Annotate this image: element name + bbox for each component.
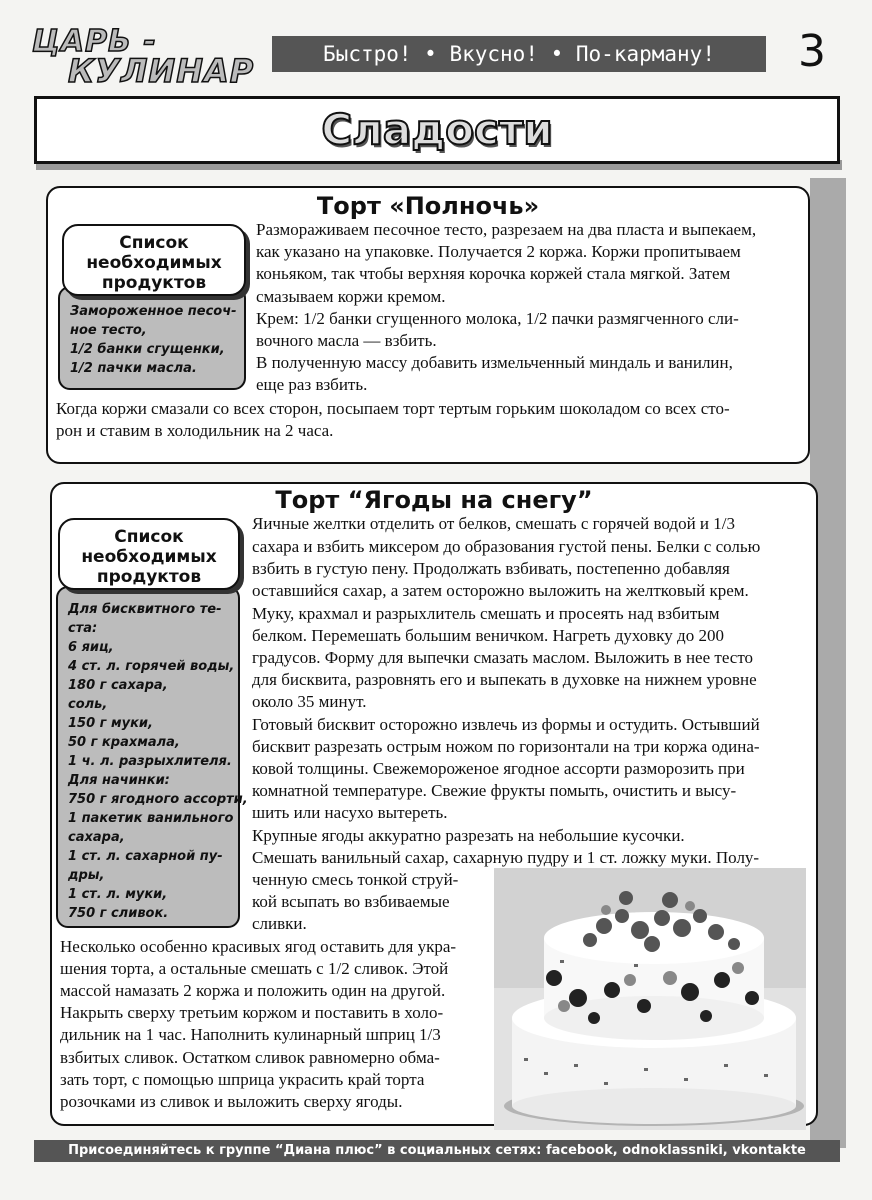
recipe-text-line: Когда коржи смазали со всех сторон, посыпаем торт тертым горьким шоколадом со всех сто-: [56, 399, 730, 418]
recipe-text-line: кой всыпать во взбиваемые: [252, 892, 450, 911]
logo-line-2: КУЛИНАР: [68, 52, 255, 90]
recipe-text-line: еще раз взбить.: [256, 375, 368, 394]
ingredient: 1 ст. л. муки,: [68, 887, 168, 902]
ingredient: 750 г сливок.: [68, 906, 169, 921]
recipe-text-line: градусов. Форму для выпечки смазать маслом. Выложить в нее тесто: [252, 648, 754, 667]
recipe-text-line: около 35 минут.: [252, 692, 367, 711]
ingredient: 1 ст. л. сахарной пу-: [68, 849, 223, 864]
recipe-text-line: Накрыть сверху третьим коржом и поставить в холо-: [60, 1003, 444, 1022]
recipe-text-line: Крем: 1/2 банки сгущенного молока, 1/2 пачки размягченного сли-: [256, 309, 739, 328]
recipe-text-line: для бисквита, разровнять его и выпекать в духовке на нижнем уровне: [252, 670, 757, 689]
ingredient: 750 г ягодного ассорти,: [68, 792, 248, 807]
recipe-title: Торт “Ягоды на снегу”: [275, 486, 593, 514]
recipe-text-line: взбитых сливок. Остатком сливок равномерно обма-: [60, 1048, 440, 1067]
ingredient: Для начинки:: [68, 773, 170, 788]
ingredients-list: [56, 586, 248, 928]
recipe-text-line: Муку, крахмал и разрыхлитель смешать и просеять над взбитым: [252, 604, 720, 623]
recipe-text-line: белком. Перемешать большим веничком. Нагреть духовку до 200: [252, 626, 724, 645]
recipe-text-line: В полученную массу добавить измельченный миндаль и ванилин,: [256, 353, 733, 372]
ingredient: 1/2 банки сгущенки,: [70, 342, 225, 357]
ingredient: Замороженное песоч-: [70, 304, 237, 319]
ingredient: соль,: [68, 697, 108, 712]
header-slogan: Быстро! • Вкусно! • По-карману!: [272, 36, 766, 72]
ingredient: сахара,: [68, 830, 125, 845]
recipe-text-line: Смешать ванильный сахар, сахарную пудру и 1 ст. ложку муки. Полу-: [252, 848, 760, 867]
recipe-text-line: шить или насухо вытереть.: [252, 803, 448, 822]
ingredient: 4 ст. л. горячей воды,: [68, 659, 235, 674]
footer-banner: Присоединяйтесь к группе “Диана плюс” в социальных сетях: facebook, odnoklassniki, vkontakte: [34, 1140, 840, 1162]
recipe-text-line: дильник на 1 час. Наполнить кулинарный шприц 1/3: [60, 1025, 441, 1044]
ingredient: дры,: [68, 868, 105, 883]
recipe-text-line: как указано на упаковке. Получается 2 коржа. Коржи пропитываем: [256, 242, 741, 261]
recipe-text-line: Размораживаем песочное тесто, разрезаем на два пласта и выпекаем,: [256, 220, 757, 239]
ingredient: ное тесто,: [70, 323, 147, 338]
recipe-text-line: смазываем коржи кремом.: [256, 287, 446, 306]
recipe-text-line: розочками из сливок и выложить сверху ягоды.: [60, 1092, 403, 1111]
recipe-title: Торт «Полночь»: [316, 192, 540, 220]
ingredient: 50 г крахмала,: [68, 735, 180, 750]
ingredient: 1 ч. л. разрыхлителя.: [68, 754, 232, 769]
heading-line: продуктов: [101, 273, 207, 293]
ingredient: 150 г муки,: [68, 716, 153, 731]
recipe-text-line: оставшийся сахар, а затем осторожно выложить на желтковый крем.: [252, 581, 749, 600]
recipe-text-line: зать торт, с помощью шприца украсить край торта: [60, 1070, 425, 1089]
section-title-bar: [34, 96, 840, 164]
ingredient: 6 яиц,: [68, 640, 114, 655]
page-number: 3: [798, 26, 826, 77]
section-title: Сладости: [321, 105, 553, 154]
ingredient: ста:: [68, 621, 98, 636]
ingredients-list: [58, 286, 246, 390]
ingredient: Для бисквитного те-: [68, 602, 222, 617]
heading-line: продуктов: [96, 567, 202, 587]
recipe-text-line: шения торта, а остальные смешать с 1/2 сливок. Этой: [60, 959, 449, 978]
recipe-text-line: Готовый бисквит осторожно извлечь из формы и остудить. Остывший: [252, 715, 760, 734]
magazine-logo: [30, 24, 255, 90]
cake-illustration: [494, 868, 806, 1130]
recipe-text-line: бисквит разрезать острым ножом по горизонтали на три коржа одина-: [252, 737, 760, 756]
heading-line: необходимых: [86, 253, 222, 273]
recipe-text-line: сахара и взбить миксером до образования густой пены. Белки с солью: [252, 537, 761, 556]
ingredients-heading: [58, 518, 240, 590]
heading-line: Список: [114, 527, 184, 547]
recipe-text-line: взбить в густую пену. Продолжать взбивать, постепенно добавляя: [252, 559, 730, 578]
ingredients-heading: [62, 224, 246, 296]
recipe-text-line: вочного масла — взбить.: [256, 331, 437, 350]
recipe-text-line: Несколько особенно красивых ягод оставить для укра-: [60, 937, 457, 956]
recipe-text-line: ковой толщины. Свежемороженое ягодное ассорти разморозить при: [252, 759, 745, 778]
heading-line: необходимых: [81, 547, 217, 567]
recipe-text-line: ченную смесь тонкой струй-: [252, 870, 459, 889]
recipe-text-line: Яичные желтки отделить от белков, смешать с горячей водой и 1/3: [252, 514, 735, 533]
ingredient: 180 г сахара,: [68, 678, 168, 693]
recipe-text-line: массой намазать 2 коржа и положить один на другой.: [60, 981, 446, 1000]
recipe-text-line: Крупные ягоды аккуратно разрезать на небольшие кусочки.: [252, 826, 685, 845]
cake-photo: [494, 868, 806, 1130]
recipe-text-line: рон и ставим в холодильник на 2 часа.: [56, 421, 334, 440]
recipe-text-line: сливки.: [252, 914, 307, 933]
recipe-text-line: коньяком, так чтобы верхняя корочка коржей стала мягкой. Затем: [256, 264, 731, 283]
logo-line-1: ЦАРЬ -: [32, 24, 157, 59]
recipe-text-line: комнатной температуре. Свежие фрукты помыть, очистить и высу-: [252, 781, 737, 800]
heading-line: Список: [119, 233, 189, 253]
ingredient: 1/2 пачки масла.: [70, 361, 197, 376]
ingredient: 1 пакетик ванильного: [68, 811, 234, 826]
